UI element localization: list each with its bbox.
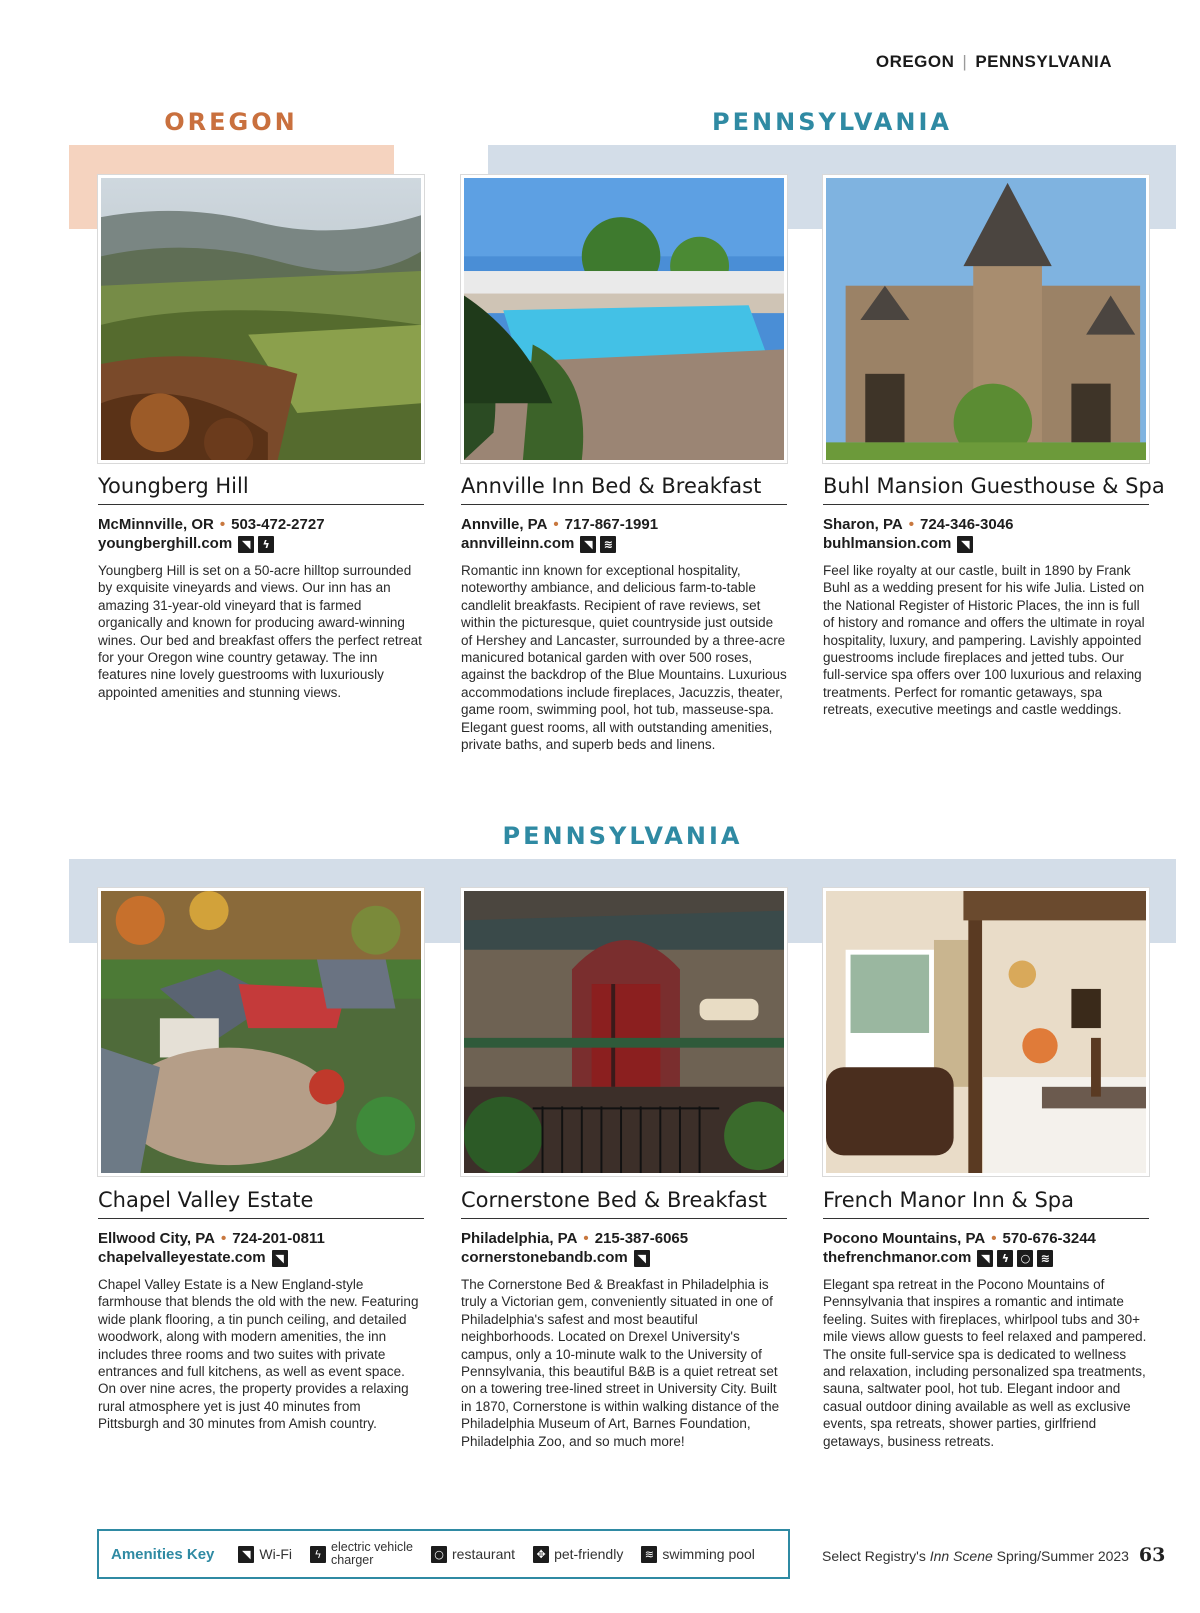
listing-url[interactable]: buhlmansion.com xyxy=(823,535,952,552)
footer-publisher: Select Registry's xyxy=(822,1548,926,1564)
footer-publication: Inn Scene xyxy=(929,1548,993,1564)
listing-contact: McMinnville, OR • 503-472-2727 xyxy=(98,516,325,533)
listing-city: McMinnville, OR xyxy=(98,516,214,533)
photo-cornerstone-victorian-porch xyxy=(461,888,787,1176)
running-head-left: OREGON xyxy=(875,52,955,71)
key-label: Wi-Fi xyxy=(259,1546,293,1562)
listing-name: Cornerstone Bed & Breakfast xyxy=(461,1188,787,1219)
listing-url-line xyxy=(823,534,1149,554)
key-item-ev-charger xyxy=(310,1541,413,1567)
listing-description: The Cornerstone Bed & Breakfast in Philadelphia is truly a Victorian gem, conveniently situated in one of Philadelphia's safest and most beautiful neighborhoods. Located on Drexel University's campus, only a 10-minute walk to the University of Pennsylvania, this beautiful B&B is a quiet retreat set on a towering tree-lined street in University City. Built in 1870, Cornerstone is within walking distance of the Philadelphia Museum of Art, Barnes Foundation, Philadelphia Zoo, and so much more! xyxy=(461,1277,780,1449)
section-title-oregon: OREGON xyxy=(164,108,298,136)
wifi-icon: ◥ xyxy=(238,536,254,553)
photo-annville-inn-pool xyxy=(461,175,787,463)
listing-description: Chapel Valley Estate is a New England-style farmhouse that blends the old with the new. Featuring wide plank flooring, a tin punch ceiling, and detailed woodwork, along with modern amenities, the inn includes three rooms and two suites with private entrances and full kitchens, as well as event space. On over nine acres, the property provides a relaxing rural atmosphere yet is just 40 minutes from Pittsburgh and 30 minutes from Amish country. xyxy=(98,1277,419,1432)
swimming-pool-icon: ≋ xyxy=(641,1546,657,1563)
listing-card-youngberg-hill xyxy=(98,474,424,701)
photo-chapel-valley-estate-aerial xyxy=(98,888,424,1176)
listing-contact: Sharon, PA • 724-346-3046 xyxy=(823,516,1014,533)
restaurant-icon: ○ xyxy=(431,1546,447,1563)
key-label: pet-friendly xyxy=(554,1546,624,1562)
listing-card-annville-inn xyxy=(461,474,787,753)
listing-url[interactable]: thefrenchmanor.com xyxy=(823,1249,972,1266)
listing-card-cornerstone xyxy=(461,1188,787,1450)
key-item-pet-friendly xyxy=(533,1546,623,1563)
listing-description: Romantic inn known for exceptional hospitality, noteworthy ambiance, and delicious farm-to-table candlelit breakfasts. Recipient of rave reviews, set within the picturesque, quiet countryside just outside of Hershey and Lancaster, surrounded by a three-acre manicured botanical garden with over 500 roses, against the backdrop of the Blue Mountains. Luxurious accommodations include fireplaces, Jacuzzis, theater, game room, swimming pool, hot tub, masseuse-spa. Elegant guest rooms, all with outstanding amenities, private baths, and superb beds and linens. xyxy=(461,563,787,753)
photo-buhl-mansion-castle xyxy=(823,175,1149,463)
wifi-icon: ◥ xyxy=(977,1250,993,1267)
footer-issue: Spring/Summer 2023 xyxy=(996,1548,1129,1564)
wifi-icon: ◥ xyxy=(957,536,973,553)
key-item-swimming-pool xyxy=(641,1546,755,1563)
wifi-icon: ◥ xyxy=(238,1546,254,1563)
listing-name: Youngberg Hill xyxy=(98,474,424,505)
section-title-pennsylvania-2: PENNSYLVANIA xyxy=(502,822,743,850)
restaurant-icon: ○ xyxy=(1017,1250,1033,1267)
wifi-icon: ◥ xyxy=(272,1250,288,1267)
listing-name: Chapel Valley Estate xyxy=(98,1188,424,1219)
amenity-icons xyxy=(238,536,274,553)
listing-contact: Annville, PA • 717-867-1991 xyxy=(461,516,659,533)
wifi-icon: ◥ xyxy=(634,1250,650,1267)
listing-description: Feel like royalty at our castle, built in 1890 by Frank Buhl as a wedding present for his wife Julia. Listed on the National Register of Historic Places, the inn is full of history and romance and offers the ultimate in royal hospitality, luxury, and pampering. Lavishly appointed guestrooms include fireplaces and jetted tubs. Our full-service spa offers over 100 luxurious and relaxing treatments. Perfect for romantic getaways, spa retreats, executive meetings and castle weddings. xyxy=(823,563,1145,718)
listing-card-chapel-valley-estate xyxy=(98,1188,424,1433)
listing-url[interactable]: annvilleinn.com xyxy=(461,535,575,552)
ev-charger-icon: ϟ xyxy=(310,1546,326,1563)
listing-city: Ellwood City, PA xyxy=(98,1230,215,1247)
listing-description: Youngberg Hill is set on a 50-acre hilltop surrounded by exquisite vineyards and views. Our inn has an amazing 31-year-old vineyard that is farmed organically and known for producing award-winning wines. Our bed and breakfast offers the perfect retreat for your Oregon wine country getaway. The inn features nine lovely guestrooms with luxuriously appointed amenities and stunning views. xyxy=(98,563,422,700)
listing-phone[interactable]: 215-387-6065 xyxy=(594,1230,689,1247)
key-label: swimming pool xyxy=(662,1546,755,1562)
listing-contact: Ellwood City, PA • 724-201-0811 xyxy=(98,1230,325,1247)
listing-city: Sharon, PA xyxy=(823,516,903,533)
listing-phone[interactable]: 570-676-3244 xyxy=(1002,1230,1096,1247)
listing-city: Philadelphia, PA xyxy=(461,1230,578,1247)
listing-city: Annville, PA xyxy=(461,516,548,533)
listing-url[interactable]: chapelvalleyestate.com xyxy=(98,1249,266,1266)
photo-youngberg-hill-vineyard xyxy=(98,175,424,463)
key-label: electric vehicle charger xyxy=(331,1540,414,1567)
listing-phone[interactable]: 717-867-1991 xyxy=(564,516,659,533)
listing-name: French Manor Inn & Spa xyxy=(823,1188,1149,1219)
listing-phone[interactable]: 724-201-0811 xyxy=(232,1230,325,1247)
running-head-separator: | xyxy=(962,52,968,71)
amenity-icons xyxy=(977,1250,1053,1267)
listing-card-buhl-mansion xyxy=(823,474,1165,719)
amenity-icons xyxy=(634,1250,650,1267)
swimming-pool-icon: ≋ xyxy=(600,536,616,553)
amenities-key-title: Amenities Key xyxy=(111,1545,215,1563)
key-item-restaurant xyxy=(431,1546,515,1563)
listing-card-french-manor xyxy=(823,1188,1149,1450)
footer-credit xyxy=(822,1544,1165,1566)
listing-city: Pocono Mountains, PA xyxy=(823,1230,986,1247)
listing-name: Annville Inn Bed & Breakfast xyxy=(461,474,787,505)
photo-french-manor-suite xyxy=(823,888,1149,1176)
pet-friendly-icon: ✥ xyxy=(533,1546,549,1563)
listing-phone[interactable]: 724-346-3046 xyxy=(920,516,1014,533)
section-title-pennsylvania: PENNSYLVANIA xyxy=(712,108,952,136)
amenity-icons xyxy=(957,536,973,553)
listing-url-line xyxy=(461,1248,787,1268)
ev-charger-icon: ϟ xyxy=(997,1250,1013,1267)
amenity-icons xyxy=(272,1250,288,1267)
running-head-right: PENNSYLVANIA xyxy=(975,52,1112,71)
listing-description: Elegant spa retreat in the Pocono Mountains of Pennsylvania that inspires a romantic and intimate feeling. Suites with fireplaces, whirlpool tubs and 30+ mile views allow guests to feel relaxed and pampered. The onsite full-service spa is dedicated to wellness and relaxation, including personalized spa treatments, sauna, saltwater pool, hot tub. Elegant indoor and casual outdoor dining available as well as exclusive events, spa retreats, shower parties, girlfriend getaways, business retreats. xyxy=(823,1277,1147,1449)
amenity-icons xyxy=(580,536,616,553)
page-number: 63 xyxy=(1138,1544,1166,1566)
listing-url-line xyxy=(98,534,424,554)
listing-url-line xyxy=(98,1248,424,1268)
swimming-pool-icon: ≋ xyxy=(1037,1250,1053,1267)
running-head xyxy=(876,52,1112,72)
listing-phone[interactable]: 503-472-2727 xyxy=(231,516,325,533)
listing-contact: Philadelphia, PA • 215-387-6065 xyxy=(461,1230,689,1247)
listing-url[interactable]: youngberghill.com xyxy=(98,535,233,552)
listing-url-line xyxy=(823,1248,1149,1268)
wifi-icon: ◥ xyxy=(580,536,596,553)
listing-url-line xyxy=(461,534,787,554)
ev-charger-icon: ϟ xyxy=(258,536,274,553)
amenities-key xyxy=(97,1529,790,1579)
listing-name: Buhl Mansion Guesthouse & Spa xyxy=(823,474,1149,505)
key-item-wifi xyxy=(238,1546,292,1563)
listing-contact: Pocono Mountains, PA • 570-676-3244 xyxy=(823,1230,1096,1247)
key-label: restaurant xyxy=(452,1546,516,1562)
listing-url[interactable]: cornerstonebandb.com xyxy=(461,1249,628,1266)
